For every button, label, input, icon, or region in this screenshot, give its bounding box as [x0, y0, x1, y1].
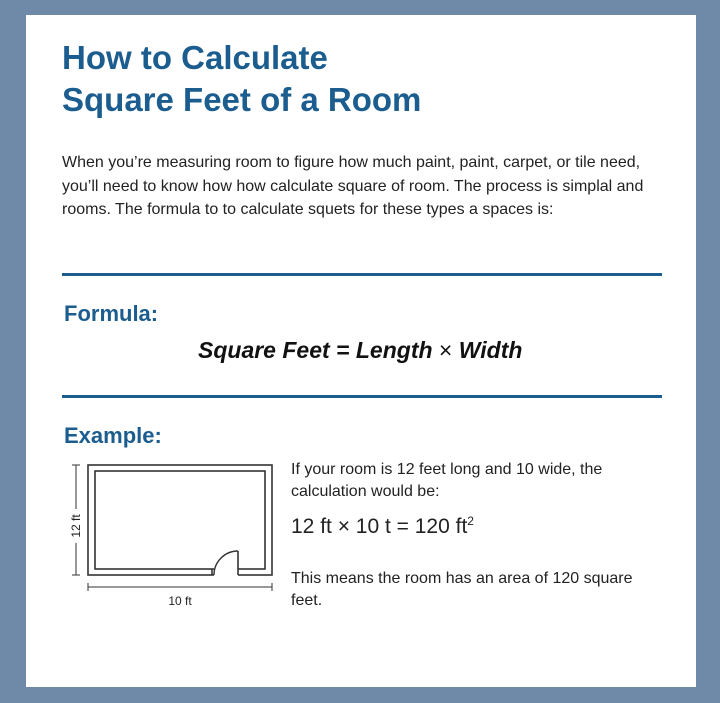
- example-text: If your room is 12 feet long and 10 wide, the calculation would be:: [291, 461, 603, 500]
- formula-heading: Formula:: [64, 301, 159, 326]
- formula-lhs: Square Feet: [198, 337, 330, 363]
- formula-width: Width: [458, 337, 523, 363]
- infographic-card: [26, 15, 696, 687]
- divider-bottom: [62, 395, 662, 398]
- title-line-2: Square Feet of a Room: [62, 81, 422, 118]
- calculation-exponent: 2: [467, 514, 474, 528]
- title-line-1: How to Calculate: [62, 39, 328, 76]
- formula-expression: [198, 337, 522, 364]
- room-inner-wall: [95, 471, 265, 569]
- formula-equals: =: [329, 337, 356, 363]
- page-title: [62, 37, 421, 121]
- height-label: 12 ft: [69, 514, 83, 538]
- example-conclusion: This means the room has an area of 120 square feet.: [291, 570, 633, 609]
- intro-paragraph: When you’re measuring room to figure how much paint, paint, carpet, or tile need, you’ll need to know how how calculate square of room. The process is simplal and rooms. The formula to to calculate squets for these types a spaces is:: [62, 154, 644, 218]
- room-floor-plan: [62, 459, 277, 619]
- example-calculation: [291, 513, 474, 541]
- formula-times: ×: [432, 337, 459, 363]
- door-opening: [214, 566, 238, 578]
- room-outer-wall: [88, 465, 272, 575]
- divider-top: [62, 273, 662, 276]
- formula-length: Length: [355, 337, 433, 363]
- example-heading: Example:: [64, 423, 162, 448]
- width-label: 10 ft: [168, 594, 192, 608]
- calculation-expression: 12 ft × 10 t = 120 ft: [291, 515, 468, 538]
